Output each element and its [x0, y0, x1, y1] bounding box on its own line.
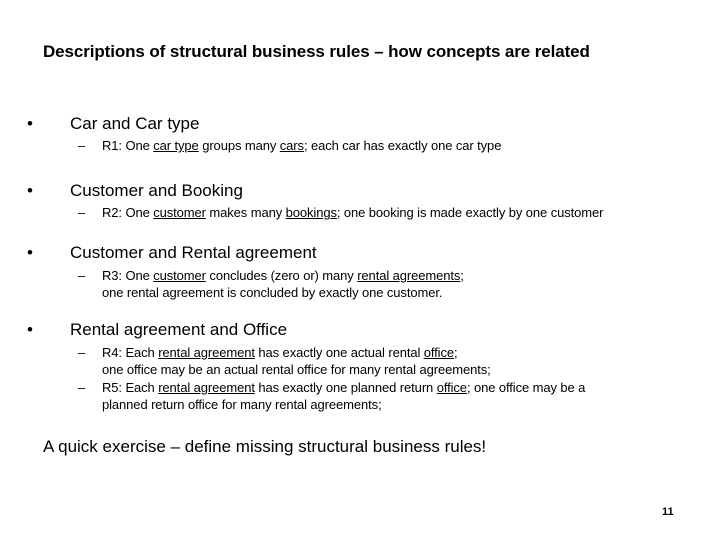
page-number: 11 [662, 506, 674, 518]
rule-r4-line2: one office may be an actual rental office for many rental agreements; [102, 362, 491, 377]
concept-rental-agreement: rental agreement [158, 380, 255, 395]
rule-r5-line2: planned return office for many rental agreements; [102, 397, 382, 412]
bullet-marker: • [27, 114, 33, 133]
bullet-heading: Customer and Rental agreement [70, 243, 317, 262]
concept-rental-agreement: rental agreement [158, 345, 255, 360]
rule-r4-line1: – R4: Each rental agreement has exactly one actual rental office; [78, 345, 458, 360]
bullet-customer-and-booking [27, 181, 243, 201]
rule-r1: – R1: One car type groups many cars; each car has exactly one car type [78, 138, 502, 153]
concept-customer: customer [153, 205, 206, 220]
bullet-heading: Rental agreement and Office [70, 320, 288, 339]
bullet-marker: • [27, 243, 33, 262]
bullet-customer-and-rental-agreement [27, 243, 317, 263]
concept-cars: cars [279, 138, 304, 153]
bullet-car-and-car-type [27, 114, 199, 134]
dash-marker: – [78, 268, 86, 283]
dash-marker: – [78, 138, 86, 153]
rule-r3 [78, 267, 464, 301]
concept-customer: customer [153, 268, 206, 283]
rule-r3-line2: one rental agreement is concluded by exactly one customer. [102, 285, 443, 300]
rule-r2: – R2: One customer makes many bookings; one booking is made exactly by one customer [78, 205, 604, 220]
rule-r3-line1: – R3: One customer concludes (zero or) many rental agreements; [78, 268, 464, 283]
dash-marker: – [78, 380, 86, 395]
bullet-heading: Customer and Booking [70, 181, 243, 200]
concept-office: office [436, 380, 467, 395]
dash-marker: – [78, 205, 86, 220]
concept-bookings: bookings [285, 205, 337, 220]
rule-r5-line1: – R5: Each rental agreement has exactly one planned return office; one office may be a [78, 380, 586, 395]
exercise-prompt: A quick exercise – define missing structural business rules! [43, 437, 487, 456]
slide-title: Descriptions of structural business rules – how concepts are related [43, 42, 590, 61]
bullet-heading: Car and Car type [70, 114, 200, 133]
concept-rental-agreements: rental agreements [357, 268, 461, 283]
dash-marker: – [78, 345, 86, 360]
bullet-rental-agreement-and-office [27, 320, 287, 340]
bullet-marker: • [27, 181, 33, 200]
rule-r5 [78, 379, 585, 413]
concept-car-type: car type [153, 138, 199, 153]
rule-r4 [78, 344, 491, 378]
concept-office: office [423, 345, 455, 360]
bullet-marker: • [27, 320, 33, 339]
